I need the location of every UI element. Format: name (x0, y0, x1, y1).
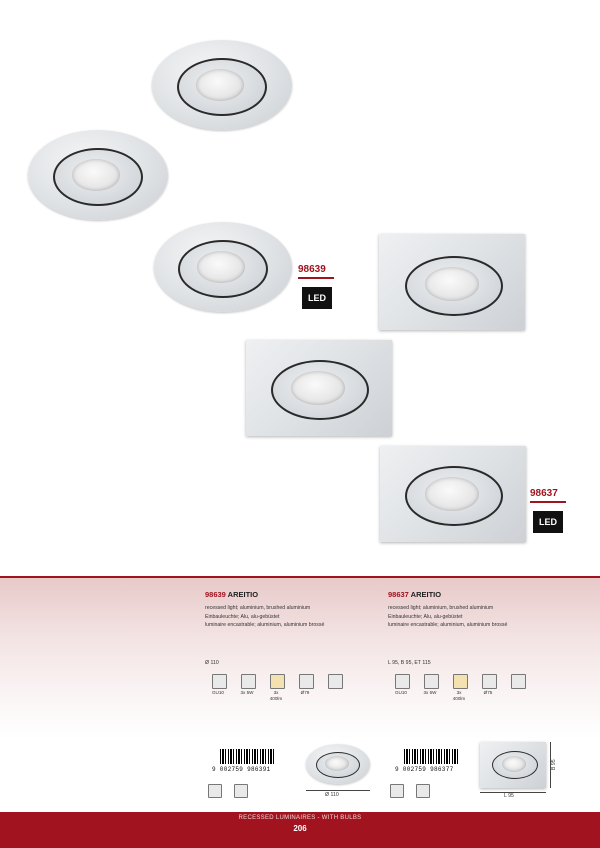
socket-icon (212, 674, 227, 689)
bulb-icon (241, 674, 256, 689)
product-description: recessed light; aluminium, brushed aluminium Einbauleuchte; Alu, alu-gebüstet luminaire encastrable; aluminium, aluminium brossé (205, 605, 325, 629)
lumen-icon (453, 674, 468, 689)
led-badge: LED (302, 287, 332, 309)
product-dimensions: L 95, B 95, ET 115 (388, 660, 431, 666)
cutout-icon (299, 674, 314, 689)
barcode-digits: 9 002759 986377 (395, 766, 454, 773)
frame-icon (328, 674, 343, 689)
product-title: 98637 AREITIO (388, 590, 442, 599)
led-badge: LED (533, 511, 563, 533)
barcode (404, 749, 460, 764)
barcode-digits: 9 002759 986391 (212, 766, 271, 773)
lamp-icon (390, 784, 404, 798)
product-title: 98639 AREITIO (205, 590, 259, 599)
install-icon (416, 784, 430, 798)
product-description: recessed light; aluminium, brushed aluminium Einbauleuchte; Alu, alu-gebüstet luminaire encastrable; aluminium, aluminium brossé (388, 605, 508, 629)
barcode (220, 749, 276, 764)
cutout-icon (482, 674, 497, 689)
socket-icon (395, 674, 410, 689)
install-icon (234, 784, 248, 798)
bulb-icon (424, 674, 439, 689)
product-dimensions: Ø 110 (205, 660, 219, 666)
page-number: 206 (293, 824, 307, 833)
lumen-icon (270, 674, 285, 689)
frame-icon (511, 674, 526, 689)
lamp-icon (208, 784, 222, 798)
footer-category: RECESSED LUMINAIRES - WITH BULBS (238, 815, 362, 821)
